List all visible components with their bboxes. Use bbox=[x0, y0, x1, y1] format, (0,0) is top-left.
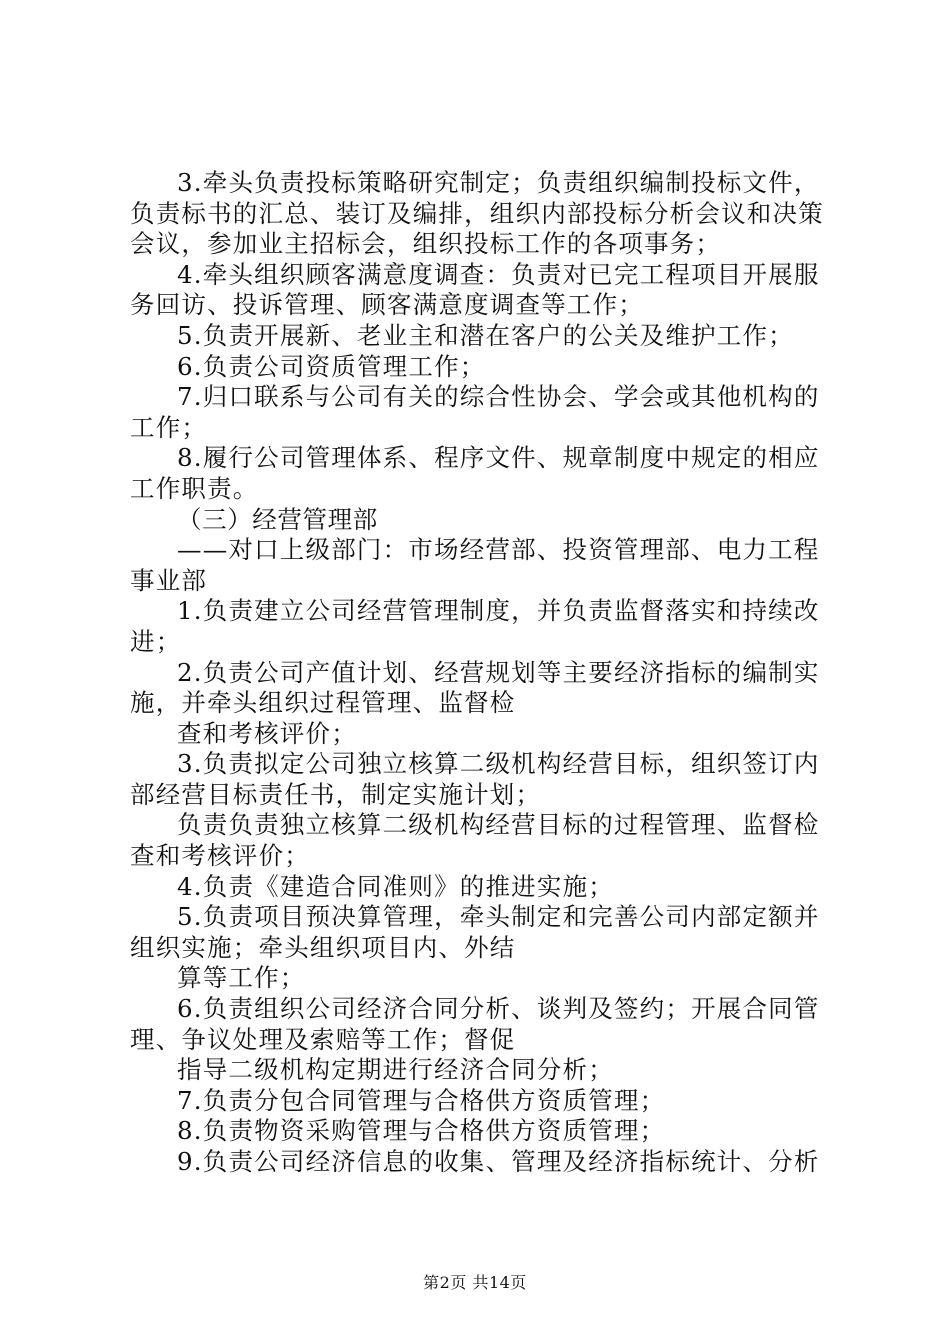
paragraph-line: 算等工作； bbox=[177, 963, 306, 993]
paragraph-line: 3.牵头负责投标策略研究制定；负责组织编制投标文件， bbox=[177, 168, 820, 197]
paragraph-line: 8.履行公司管理体系、程序文件、规章制度中规定的相应 bbox=[177, 443, 820, 473]
paragraph-line: 5.负责开展新、老业主和潜在客户的公关及维护工作； bbox=[177, 320, 794, 350]
paragraph-line: 进； bbox=[130, 626, 182, 656]
paragraph-line: 事业部 bbox=[130, 565, 208, 595]
paragraph-line: 务回访、投诉管理、顾客满意度调查等工作； bbox=[130, 290, 644, 320]
paragraph-line: 查和考核评价； bbox=[130, 841, 310, 871]
paragraph-line: 组织实施；牵头组织项目内、外结 bbox=[130, 932, 516, 962]
paragraph-line: 9.负责公司经济信息的收集、管理及经济指标统计、分析 bbox=[177, 1147, 820, 1176]
paragraph-line: 工作； bbox=[130, 412, 208, 442]
document-body bbox=[130, 168, 830, 1178]
paragraph-line: 2.负责公司产值计划、经营规划等主要经济指标的编制实 bbox=[177, 657, 820, 687]
paragraph-line: 4.负责《建造合同准则》的推进实施； bbox=[177, 871, 614, 901]
paragraph-line: 施，并牵头组织过程管理、监督检 bbox=[130, 688, 516, 718]
paragraph-line: 1.负责建立公司经营管理制度，并负责监督落实和持续改 bbox=[177, 596, 820, 626]
paragraph-line: 7.归口联系与公司有关的综合性协会、学会或其他机构的 bbox=[177, 382, 820, 412]
paragraph-line: 部经营目标责任书，制定实施计划； bbox=[130, 779, 542, 809]
paragraph-line: 理、争议处理及索赔等工作；督促 bbox=[130, 1024, 516, 1054]
paragraph-line: 会议，参加业主招标会，组织投标工作的各项事务； bbox=[130, 229, 722, 259]
paragraph-line: 8.负责物资采购管理与合格供方资质管理； bbox=[177, 1116, 666, 1146]
paragraph-line: 4.牵头组织顾客满意度调查：负责对已完工程项目开展服 bbox=[177, 259, 820, 289]
paragraph-line: 3.负责拟定公司独立核算二级机构经营目标，组织签订内 bbox=[177, 749, 820, 779]
paragraph-line: 负责负责独立核算二级机构经营目标的过程管理、监督检 bbox=[177, 810, 820, 840]
paragraph-line: 7.负责分包合同管理与合格供方资质管理； bbox=[177, 1085, 666, 1115]
paragraph-line: 负责标书的汇总、装订及编排，组织内部投标分析会议和决策 bbox=[130, 198, 824, 228]
paragraph-line: ——对口上级部门：市场经营部、投资管理部、电力工程 bbox=[177, 535, 820, 565]
paragraph-line: 查和考核评价； bbox=[177, 718, 357, 748]
paragraph-line: 6.负责组织公司经济合同分析、谈判及签约；开展合同管 bbox=[177, 994, 820, 1024]
page-number-footer: 第2页 共14页 bbox=[423, 1273, 527, 1292]
paragraph-line: 6.负责公司资质管理工作； bbox=[177, 351, 486, 381]
paragraph-line: 5.负责项目预决算管理，牵头制定和完善公司内部定额并 bbox=[177, 902, 820, 932]
section-heading: （三）经营管理部 bbox=[177, 504, 378, 534]
paragraph-line: 工作职责。 bbox=[130, 473, 259, 503]
paragraph-line: 指导二级机构定期进行经济合同分析； bbox=[177, 1055, 614, 1085]
